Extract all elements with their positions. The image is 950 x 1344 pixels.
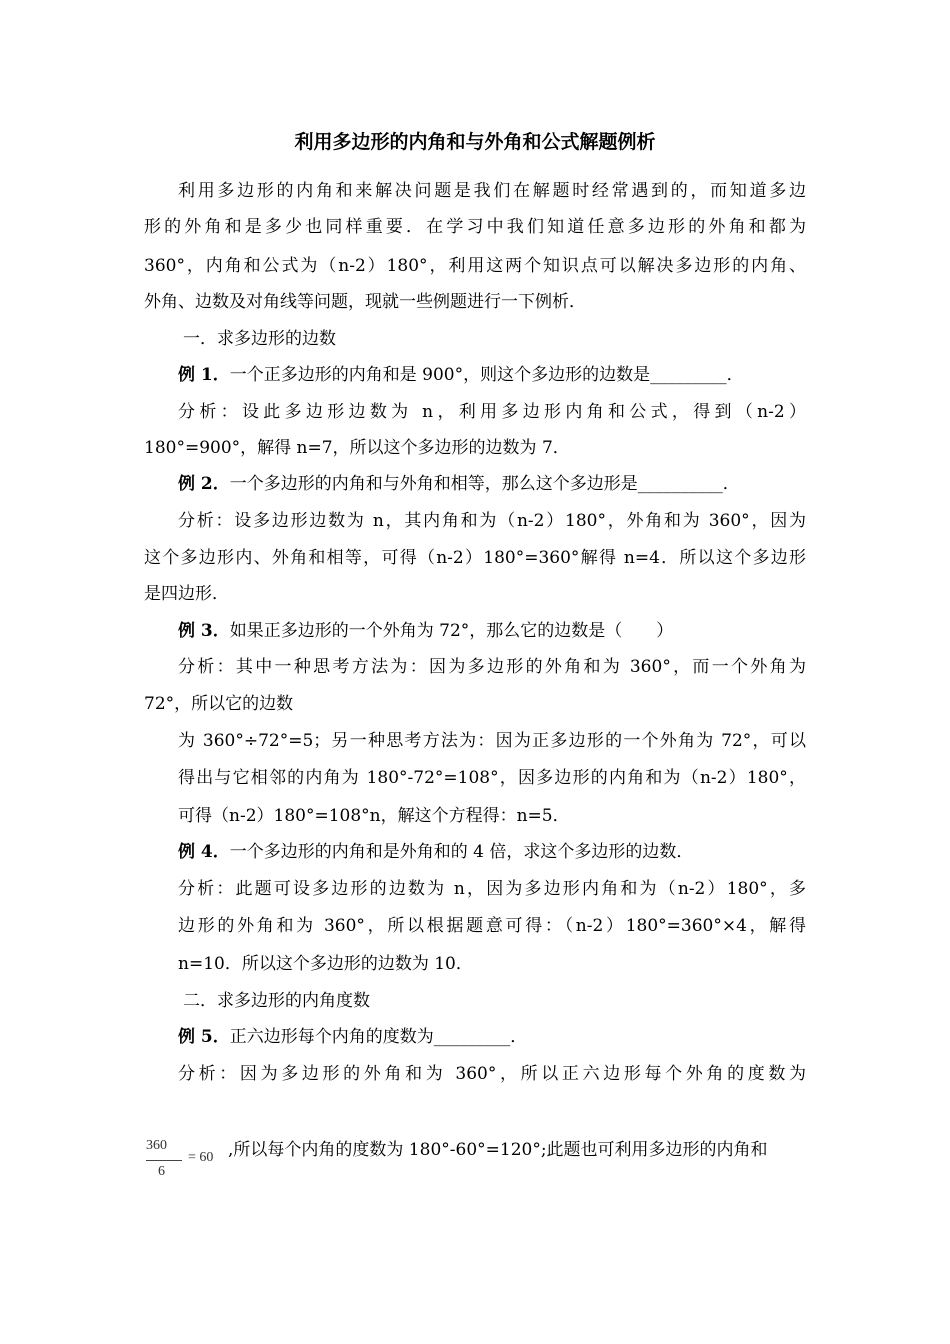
- example-1-text: 一个正多边形的内角和是 900°，则这个多边形的边数是_________．: [229, 365, 744, 385]
- analysis-5-line-1: 分析：因为多边形的外角和为 360°，所以正六边形每个外角的度数为: [178, 1064, 806, 1084]
- intro-line-4: 外角、边数及对角线等问题，现就一些例题进行一下例析．: [144, 292, 586, 312]
- fraction-denominator: 6: [158, 1164, 165, 1179]
- analysis-4-line-1: 分析：此题可设多边形的边数为 n，因为多边形内角和为（n-2）180°，多: [178, 879, 806, 899]
- analysis-4-line-3: n=10．所以这个多边形的边数为 10．: [178, 954, 473, 974]
- analysis-1-line-1: 分析：设此多边形边数为 n，利用多边形内角和公式，得到（n-2）: [178, 402, 806, 422]
- analysis-3-line-4: 得出与它相邻的内角为 180°-72°=108°，因多边形的内角和为（n-2）180°，: [178, 768, 806, 788]
- example-4: [178, 840, 806, 864]
- fraction-bar: [146, 1160, 182, 1161]
- example-4-text: 一个多边形的内角和是外角和的 4 倍，求这个多边形的边数．: [229, 842, 694, 862]
- analysis-3-line-2: 72°，所以它的边数: [144, 694, 294, 714]
- page-title: 利用多边形的内角和与外角和公式解题例析: [294, 131, 656, 153]
- example-2-label: 例 2．: [178, 474, 230, 494]
- example-2-text: 一个多边形的内角和与外角和相等，那么这个多边形是__________．: [229, 474, 740, 494]
- analysis-1-line-2: 180°=900°，解得 n=7，所以这个多边形的边数为 7．: [144, 438, 570, 458]
- example-3: [178, 619, 806, 643]
- section-heading-1: 一．求多边形的边数: [183, 329, 336, 349]
- example-5-text: 正六边形每个内角的度数为_________．: [229, 1027, 528, 1047]
- analysis-2-line-1: 分析：设多边形边数为 n，其内角和为（n-2）180°，外角和为 360°，因为: [178, 511, 806, 531]
- fraction-numerator: 360: [146, 1138, 167, 1153]
- analysis-3-line-3: 为 360°÷72°=5；另一种思考方法为：因为正多边形的一个外角为 72°，可以: [178, 731, 806, 751]
- section-heading-2: 二．求多边形的内角度数: [183, 991, 370, 1011]
- example-3-text: 如果正多边形的一个外角为 72°，那么它的边数是（ ）: [229, 621, 674, 641]
- example-2: [178, 472, 806, 496]
- intro-line-3: 360°，内角和公式为（n-2）180°，利用这两个知识点可以解决多边形的内角、: [144, 256, 806, 276]
- example-4-label: 例 4．: [178, 842, 230, 862]
- intro-line-1: 利用多边形的内角和来解决问题是我们在解题时经常遇到的，而知道多边: [178, 181, 806, 201]
- example-1-label: 例 1．: [178, 365, 230, 385]
- example-1: [178, 363, 806, 387]
- example-5: [178, 1025, 806, 1049]
- fraction-formula: [144, 1138, 228, 1184]
- analysis-3-line-1: 分析：其中一种思考方法为：因为多边形的外角和为 360°，而一个外角为: [178, 657, 806, 677]
- analysis-3-line-5: 可得（n-2）180°=108°n，解这个方程得：n=5．: [178, 806, 570, 826]
- analysis-5-line-2: ,所以每个内角的度数为 180°-60°=120°;此题也可利用多边形的内角和: [228, 1140, 768, 1160]
- analysis-2-line-2: 这个多边形内、外角和相等，可得（n-2）180°=360°解得 n=4．所以这个多边形: [144, 548, 806, 568]
- example-5-label: 例 5．: [178, 1027, 230, 1047]
- example-3-label: 例 3．: [178, 621, 230, 641]
- fraction-result: = 60: [188, 1150, 214, 1165]
- analysis-4-line-2: 边形的外角和为 360°，所以根据题意可得：（n-2）180°=360°×4，解得: [178, 916, 806, 936]
- intro-line-2: 形的外角和是多少也同样重要．在学习中我们知道任意多边形的外角和都为: [144, 217, 806, 237]
- analysis-2-line-3: 是四边形．: [144, 584, 229, 604]
